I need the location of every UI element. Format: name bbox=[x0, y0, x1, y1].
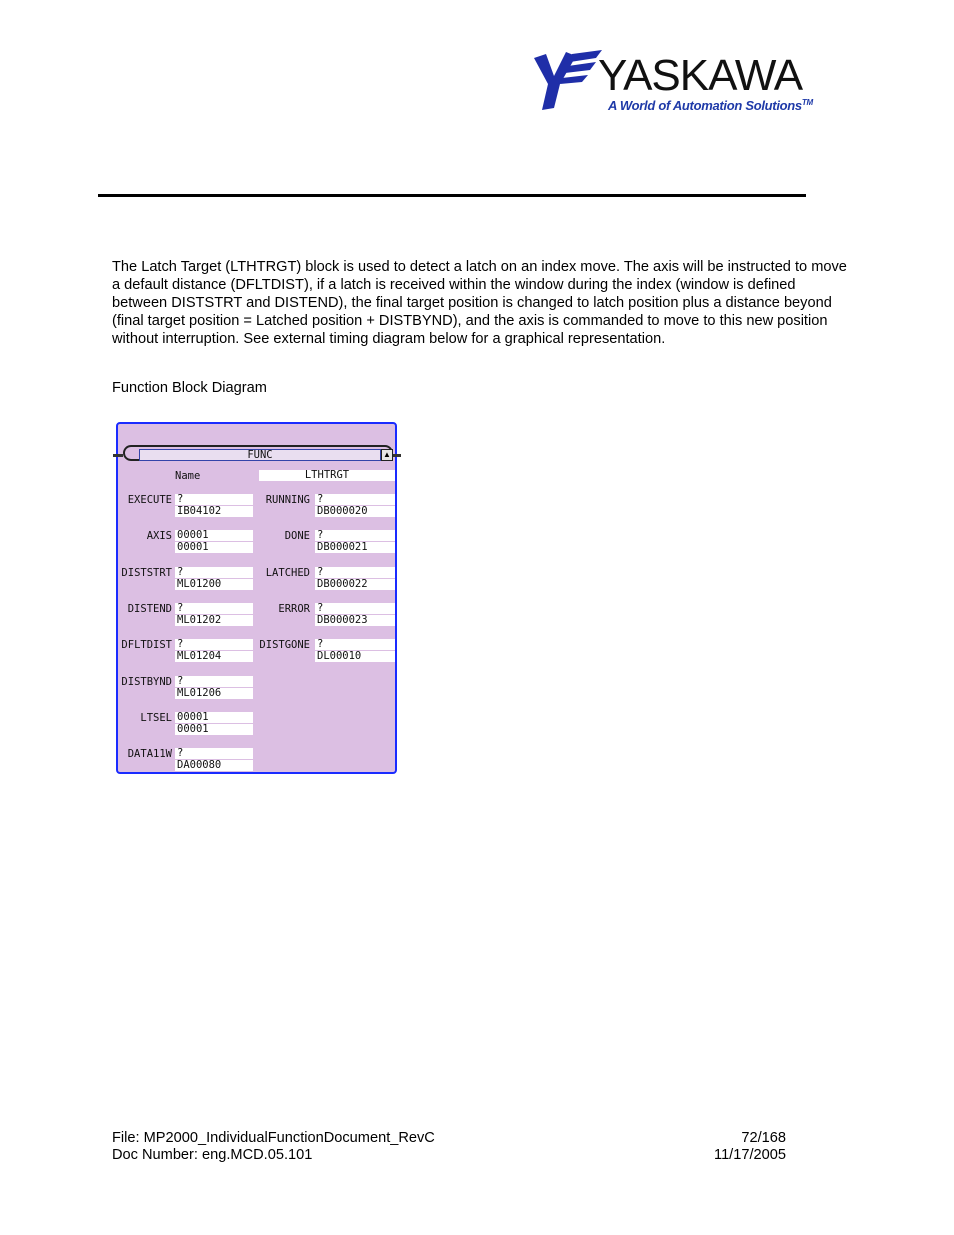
logo-tagline: A World of Automation Solutions™ bbox=[608, 98, 813, 113]
footer-doc-number: Doc Number: eng.MCD.05.101 bbox=[112, 1147, 313, 1163]
input-pin-label: EXECUTE bbox=[127, 494, 172, 506]
footer-file: File: MP2000_IndividualFunctionDocument_RevC bbox=[112, 1130, 435, 1146]
output-pin-label: RUNNING bbox=[265, 494, 310, 506]
input-pin-field[interactable]: ? bbox=[175, 603, 253, 614]
output-pin-field[interactable]: ? bbox=[315, 639, 395, 650]
input-pin-label: LTSEL bbox=[140, 712, 172, 724]
input-pin-field[interactable]: ? bbox=[175, 494, 253, 505]
yaskawa-mark-icon bbox=[532, 50, 604, 112]
input-pin-field[interactable]: ? bbox=[175, 748, 253, 759]
input-pin-field[interactable]: 00001 bbox=[175, 712, 253, 723]
name-field[interactable]: LTHTRGT bbox=[259, 470, 395, 481]
function-block-title: FUNC bbox=[139, 449, 381, 461]
description-paragraph: The Latch Target (LTHTRGT) block is used to detect a latch on an index move. The axis will be instructed to move a default distance (DFLTDIST), if a latch is received within the window during the index (window is defined between DISTSTRT and DISTEND), the final target position is changed to latch position plus a distance beyond (final target position = Latched position + DISTBYND), and the axis is commanded to move to this new position without interruption. See external timing diagram below for a graphical representation. bbox=[112, 259, 847, 347]
input-connector bbox=[113, 454, 123, 457]
output-pin-field[interactable]: ? bbox=[315, 494, 395, 505]
header-rule bbox=[98, 194, 806, 197]
output-pin-field[interactable]: DB000023 bbox=[315, 615, 395, 626]
logo-brand: YASKAWA bbox=[598, 51, 803, 100]
output-pin-field[interactable]: DB000021 bbox=[315, 542, 395, 553]
input-pin-label: DISTBYND bbox=[121, 676, 172, 688]
footer-left bbox=[112, 1130, 435, 1164]
output-pin-label: DISTGONE bbox=[259, 639, 310, 651]
footer-page: 72/168 bbox=[741, 1130, 786, 1146]
input-pin-field[interactable]: 00001 bbox=[175, 530, 253, 541]
function-block-header bbox=[123, 445, 393, 461]
input-pin-field[interactable]: ? bbox=[175, 639, 253, 650]
input-pin-label: AXIS bbox=[146, 530, 172, 542]
input-pin-field[interactable]: 00001 bbox=[175, 724, 253, 735]
output-pin-field[interactable]: DB000020 bbox=[315, 506, 395, 517]
function-block[interactable] bbox=[116, 422, 397, 774]
name-label: Name bbox=[175, 470, 201, 482]
input-pin-field[interactable]: ? bbox=[175, 676, 253, 687]
footer-right bbox=[640, 1130, 786, 1164]
collapse-button[interactable]: ▲ bbox=[381, 449, 393, 461]
output-pin-field[interactable]: ? bbox=[315, 530, 395, 541]
input-pin-field[interactable]: 00001 bbox=[175, 542, 253, 553]
output-pin-field[interactable]: DL00010 bbox=[315, 651, 395, 662]
input-pin-field[interactable]: ML01204 bbox=[175, 651, 253, 662]
output-pin-label: ERROR bbox=[278, 603, 310, 615]
input-pin-field[interactable]: ML01206 bbox=[175, 688, 253, 699]
output-pin-field[interactable]: ? bbox=[315, 603, 395, 614]
input-pin-field[interactable]: DA00080 bbox=[175, 760, 253, 771]
yaskawa-logo bbox=[532, 50, 832, 120]
output-pin-label: DONE bbox=[284, 530, 310, 542]
input-pin-field[interactable]: ? bbox=[175, 567, 253, 578]
input-pin-field[interactable]: IB04102 bbox=[175, 506, 253, 517]
diagram-caption: Function Block Diagram bbox=[112, 380, 267, 396]
output-connector bbox=[393, 454, 401, 457]
input-pin-label: DISTSTRT bbox=[121, 567, 172, 579]
input-pin-label: DISTEND bbox=[127, 603, 172, 615]
footer-date: 11/17/2005 bbox=[714, 1147, 786, 1163]
input-pin-field[interactable]: ML01200 bbox=[175, 579, 253, 590]
input-pin-field[interactable]: ML01202 bbox=[175, 615, 253, 626]
input-pin-label: DATA11W bbox=[127, 748, 172, 760]
input-pin-label: DFLTDIST bbox=[121, 639, 172, 651]
output-pin-field[interactable]: DB000022 bbox=[315, 579, 395, 590]
output-pin-field[interactable]: ? bbox=[315, 567, 395, 578]
output-pin-label: LATCHED bbox=[265, 567, 310, 579]
